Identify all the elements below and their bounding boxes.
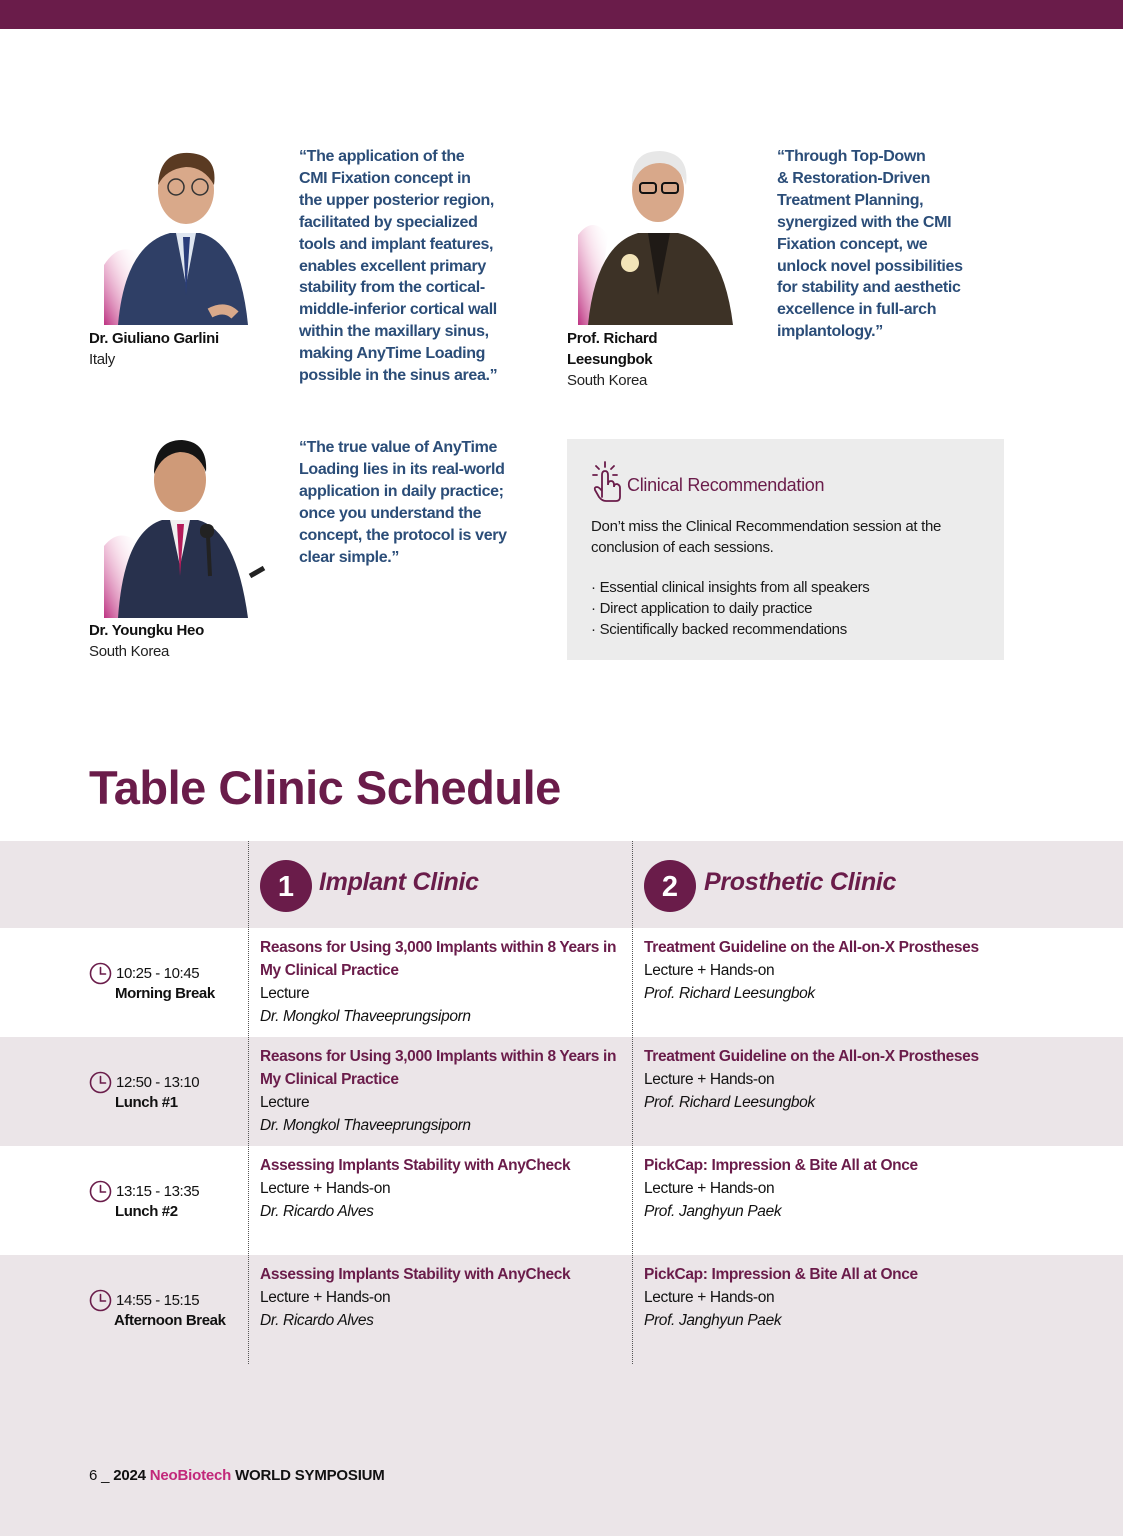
session-speaker: Dr. Ricardo Alves (260, 1312, 374, 1329)
recommendation-bullet: · Direct application to daily practice (591, 600, 813, 617)
session-speaker: Prof. Janghyun Paek (644, 1203, 782, 1220)
clinic-number-badge: 2 (644, 860, 696, 912)
footer-event: WORLD SYMPOSIUM (235, 1467, 385, 1484)
implant-session (260, 1154, 632, 1223)
schedule-header-band (0, 841, 1123, 928)
implant-session (260, 1263, 632, 1332)
speaker-country: South Korea (567, 372, 648, 389)
session-format: Lecture (260, 985, 310, 1002)
session-speaker: Dr. Mongkol Thaveeprungsiporn (260, 1008, 471, 1025)
session-slot: Lunch #1 (115, 1094, 178, 1111)
session-format: Lecture + Hands-on (260, 1180, 391, 1197)
speaker-quote: “The true value of AnyTime Loading lies in its real-world application in daily practice; once you understand the concept, the protocol is very clear simple.” (299, 439, 507, 566)
recommendation-description: Don’t miss the Clinical Recommendation session at the conclusion of each sessions. (591, 518, 942, 556)
session-format: Lecture + Hands-on (644, 1180, 775, 1197)
implant-session (260, 1045, 632, 1137)
page-number: 6 _ (89, 1467, 110, 1484)
recommendation-bullet: · Essential clinical insights from all speakers (591, 579, 870, 596)
top-color-bar (0, 0, 1123, 29)
column-divider (248, 841, 249, 1364)
speaker-name: Prof. Richard Leesungbok (567, 330, 658, 368)
recommendation-title: Clinical Recommendation (627, 475, 825, 495)
speaker-name: Dr. Youngku Heo (89, 622, 204, 639)
session-title: PickCap: Impression & Bite All at Once (644, 1266, 918, 1283)
clinic-number-badge: 1 (260, 860, 312, 912)
clock-icon (89, 962, 112, 985)
session-title: Reasons for Using 3,000 Implants within 8 Years in My Clinical Practice (260, 1048, 617, 1088)
clock-icon (89, 1071, 112, 1094)
pointing-hand-icon (589, 459, 623, 503)
prosthetic-session (644, 936, 1016, 1005)
column-divider (632, 841, 633, 1364)
session-title: Assessing Implants Stability with AnyCheck (260, 1157, 571, 1174)
session-speaker: Prof. Richard Leesungbok (644, 1094, 815, 1111)
schedule-title: Table Clinic Schedule (89, 761, 561, 814)
clock-icon (89, 1289, 112, 1312)
speaker-name: Dr. Giuliano Garlini (89, 330, 219, 347)
implant-session (260, 936, 632, 1028)
session-slot: Lunch #2 (115, 1203, 178, 1220)
session-speaker: Dr. Mongkol Thaveeprungsiporn (260, 1117, 471, 1134)
session-time: 13:15 - 13:35 (116, 1183, 200, 1200)
speaker-photo (100, 145, 260, 325)
footer-year: 2024 (113, 1467, 146, 1484)
prosthetic-session (644, 1045, 1016, 1114)
clinic-label: Prosthetic Clinic (704, 868, 897, 896)
session-time: 10:25 - 10:45 (116, 965, 200, 982)
session-title: PickCap: Impression & Bite All at Once (644, 1157, 918, 1174)
session-format: Lecture + Hands-on (644, 1289, 775, 1306)
session-speaker: Prof. Richard Leesungbok (644, 985, 815, 1002)
session-time: 14:55 - 15:15 (116, 1292, 200, 1309)
session-title: Treatment Guideline on the All-on-X Prostheses (644, 1048, 979, 1065)
speaker-quote: “Through Top-Down & Restoration-Driven Treatment Planning, synergized with the CMI Fixation concept, we unlock novel possibilities for stability and aesthetic excellence in full-arch implantology.” (777, 148, 963, 341)
speaker-country: South Korea (89, 643, 170, 660)
session-title: Assessing Implants Stability with AnyCheck (260, 1266, 571, 1283)
session-format: Lecture + Hands-on (644, 1071, 775, 1088)
prosthetic-session (644, 1263, 1016, 1332)
session-slot: Morning Break (115, 985, 215, 1002)
clinic-label: Implant Clinic (319, 868, 479, 896)
clock-icon (89, 1180, 112, 1203)
clinical-recommendation-box (567, 439, 1004, 660)
session-speaker: Dr. Ricardo Alves (260, 1203, 374, 1220)
speaker-quote: “The application of the CMI Fixation concept in the upper posterior region, facilitated by specialized tools and implant features, enables excellent primary stability from the cortical- middle-inferior cortical wall within the maxillary sinus, making AnyTime Loading possible in the sinus area.” (299, 148, 498, 385)
session-slot: Afternoon Break (114, 1312, 226, 1329)
recommendation-bullets (591, 577, 870, 640)
session-title: Reasons for Using 3,000 Implants within 8 Years in My Clinical Practice (260, 939, 617, 979)
prosthetic-session (644, 1154, 1016, 1223)
session-format: Lecture (260, 1094, 310, 1111)
session-format: Lecture + Hands-on (644, 962, 775, 979)
footer-brand: NeoBiotech (149, 1467, 232, 1484)
speaker-photo (578, 145, 738, 325)
page-footer (89, 1467, 385, 1484)
speaker-photo (100, 436, 270, 618)
recommendation-bullet: · Scientifically backed recommendations (591, 621, 847, 638)
session-format: Lecture + Hands-on (260, 1289, 391, 1306)
session-title: Treatment Guideline on the All-on-X Prostheses (644, 939, 979, 956)
session-time: 12:50 - 13:10 (116, 1074, 200, 1091)
speaker-country: Italy (89, 351, 116, 368)
session-speaker: Prof. Janghyun Paek (644, 1312, 782, 1329)
